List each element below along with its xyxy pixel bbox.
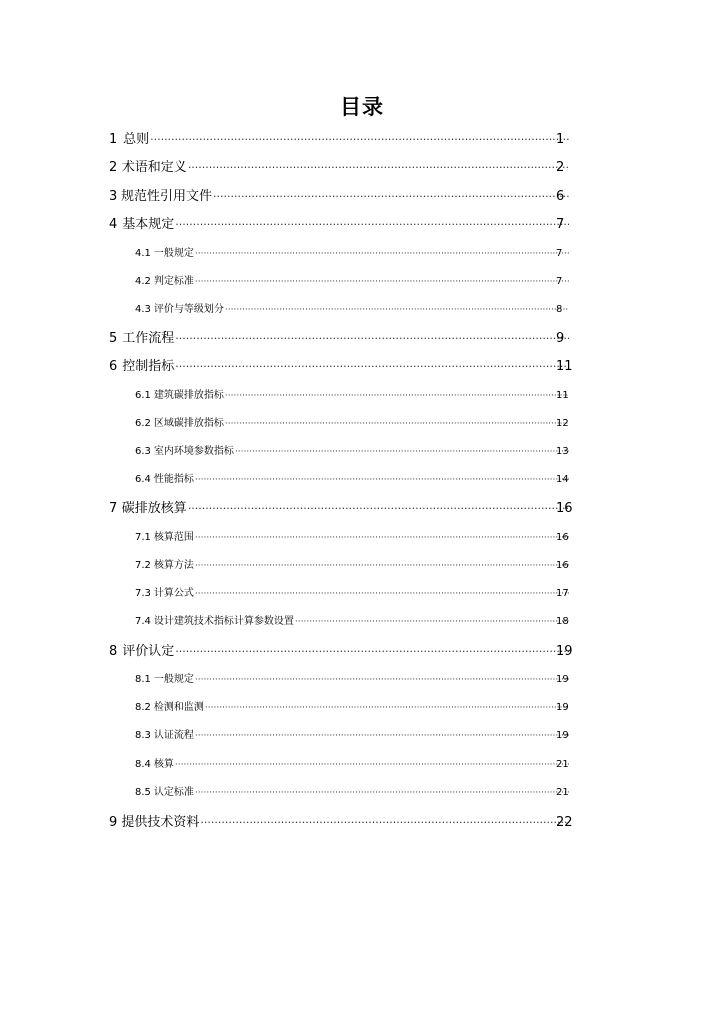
dot-leader — [235, 443, 569, 461]
toc-entry-page: 19 — [556, 730, 569, 741]
dot-leader — [225, 415, 569, 433]
toc-entry-number: 7.2 — [135, 560, 151, 571]
toc-entry-label: 检测和监测 — [153, 702, 204, 713]
toc-entry-label: 控制指标 — [122, 359, 175, 374]
toc-entry[interactable] — [0, 301, 724, 319]
toc-entry-number: 5 — [109, 331, 118, 346]
toc-entry[interactable] — [0, 756, 724, 774]
toc-entry[interactable] — [0, 585, 724, 603]
toc-entry-label: 建筑碳排放指标 — [153, 390, 224, 401]
toc-entry-page: 17 — [556, 588, 569, 599]
toc-entry[interactable] — [0, 699, 724, 717]
toc-entry-page: 19 — [556, 702, 569, 713]
dot-leader — [195, 471, 569, 489]
toc-entry[interactable] — [0, 671, 724, 689]
dot-leader — [195, 529, 569, 547]
page-title: 目录 — [340, 95, 384, 119]
toc-entry[interactable] — [0, 214, 724, 236]
toc-entry[interactable] — [0, 784, 724, 802]
toc-entry[interactable] — [0, 498, 724, 520]
toc-entry-label: 评价认定 — [122, 644, 175, 659]
dot-leader — [195, 557, 569, 575]
dot-leader — [225, 301, 569, 319]
toc-entry-number: 1 — [109, 132, 118, 147]
toc-entry[interactable] — [0, 727, 724, 745]
toc-entry-page: 21 — [556, 759, 569, 770]
toc-entry-label: 工作流程 — [122, 331, 175, 346]
toc-entry[interactable] — [0, 387, 724, 405]
dot-leader — [175, 756, 569, 774]
dot-leader — [195, 784, 569, 802]
toc-entry[interactable] — [0, 529, 724, 547]
toc-entry-number: 8.2 — [135, 702, 151, 713]
toc-entry-number: 8.4 — [135, 759, 151, 770]
toc-entry[interactable] — [0, 129, 724, 151]
toc-entry-page: 7 — [556, 248, 563, 259]
toc-entry-number: 4.2 — [135, 276, 151, 287]
toc-entry-number: 8.5 — [135, 787, 151, 798]
dot-leader — [150, 129, 569, 151]
toc-entry-label: 总则 — [123, 132, 150, 147]
toc-entry[interactable] — [0, 273, 724, 291]
dot-leader — [195, 245, 569, 263]
dot-leader — [188, 157, 569, 179]
toc-entry-number: 7.3 — [135, 588, 151, 599]
toc-entry-page: 19 — [556, 644, 573, 659]
toc-entry-label: 核算方法 — [153, 560, 194, 571]
dot-leader — [295, 613, 569, 631]
toc-entry-label: 术语和定义 — [121, 160, 187, 175]
toc-entry-page: 7 — [556, 276, 563, 287]
toc-entry-number: 8 — [109, 644, 118, 659]
dot-leader — [200, 812, 569, 834]
toc-entry[interactable] — [0, 415, 724, 433]
toc-entry[interactable] — [0, 328, 724, 350]
toc-entry-page: 9 — [556, 331, 565, 346]
dot-leader — [195, 727, 569, 745]
dot-leader — [205, 699, 569, 717]
toc-entry-number: 4.3 — [135, 304, 151, 315]
dot-leader — [175, 328, 569, 350]
toc-entry[interactable] — [0, 471, 724, 489]
toc-entry-number: 4 — [109, 217, 118, 232]
toc-entry-label: 核算范围 — [153, 532, 194, 543]
toc-entry-number: 6.4 — [135, 474, 151, 485]
toc-entry-number: 7.1 — [135, 532, 151, 543]
toc-entry-label: 评价与等级划分 — [153, 304, 224, 315]
toc-entry-page: 16 — [556, 501, 573, 516]
toc-entry-page: 18 — [556, 616, 569, 627]
toc-entry-number: 8.3 — [135, 730, 151, 741]
toc-entry-label: 基本规定 — [122, 217, 175, 232]
dot-leader — [175, 356, 569, 378]
dot-leader — [175, 214, 569, 236]
toc-entry[interactable] — [0, 157, 724, 179]
toc-entry[interactable] — [0, 613, 724, 631]
toc-entry-number: 2 — [109, 160, 118, 175]
toc-entry-page: 21 — [556, 787, 569, 798]
toc-entry-number: 6 — [109, 359, 118, 374]
toc-entry-label: 一般规定 — [153, 674, 194, 685]
toc-entry-page: 11 — [556, 390, 569, 401]
toc-entry-page: 2 — [556, 160, 565, 175]
dot-leader — [195, 671, 569, 689]
toc-entry-page: 14 — [556, 474, 569, 485]
toc-entry-page: 12 — [556, 418, 569, 429]
toc-entry-number: 7 — [109, 501, 118, 516]
toc-entry-page: 8 — [556, 304, 563, 315]
toc-entry[interactable] — [0, 641, 724, 663]
dot-leader — [195, 273, 569, 291]
toc-entry-label: 室内环境参数指标 — [153, 446, 234, 457]
dot-leader — [225, 387, 569, 405]
toc-entry-label: 性能指标 — [153, 474, 194, 485]
toc-entry-number: 8.1 — [135, 674, 151, 685]
toc-entry[interactable] — [0, 186, 724, 208]
toc-entry-number: 6.2 — [135, 418, 151, 429]
toc-entry-label: 核算 — [153, 759, 174, 770]
toc-entry[interactable] — [0, 812, 724, 834]
toc-entry-label: 规范性引用文件 — [120, 189, 212, 204]
dot-leader — [213, 186, 569, 208]
toc-entry[interactable] — [0, 557, 724, 575]
toc-entry[interactable] — [0, 245, 724, 263]
toc-entry-page: 16 — [556, 532, 569, 543]
toc-entry-number: 6.3 — [135, 446, 151, 457]
toc-entry-page: 6 — [556, 189, 565, 204]
toc-entry-label: 计算公式 — [153, 588, 194, 599]
toc-entry-label: 区域碳排放指标 — [153, 418, 224, 429]
toc-entry-label: 一般规定 — [153, 248, 194, 259]
toc-entry-page: 16 — [556, 560, 569, 571]
toc-entry-label: 设计建筑技术指标计算参数设置 — [153, 616, 294, 627]
toc-entry-page: 1 — [556, 132, 565, 147]
toc-entry-number: 6.1 — [135, 390, 151, 401]
toc-entry-page: 22 — [556, 815, 573, 830]
toc-entry-number: 9 — [109, 815, 118, 830]
toc-entry-page: 19 — [556, 674, 569, 685]
toc-entry-label: 认定标准 — [153, 787, 194, 798]
toc-entry-label: 认证流程 — [153, 730, 194, 741]
toc-entry-page: 13 — [556, 446, 569, 457]
toc-entry-label: 碳排放核算 — [121, 501, 187, 516]
toc-entry-label: 提供技术资料 — [121, 815, 200, 830]
toc-entry[interactable] — [0, 356, 724, 378]
toc-entry-number: 4.1 — [135, 248, 151, 259]
toc-entry-number: 3 — [109, 189, 118, 204]
toc-entry-number: 7.4 — [135, 616, 151, 627]
toc-entry[interactable] — [0, 443, 724, 461]
toc-entry-label: 判定标准 — [153, 276, 194, 287]
dot-leader — [175, 641, 569, 663]
dot-leader — [188, 498, 569, 520]
dot-leader — [195, 585, 569, 603]
toc-entry-page: 7 — [556, 217, 565, 232]
toc-entry-page: 11 — [556, 359, 573, 374]
